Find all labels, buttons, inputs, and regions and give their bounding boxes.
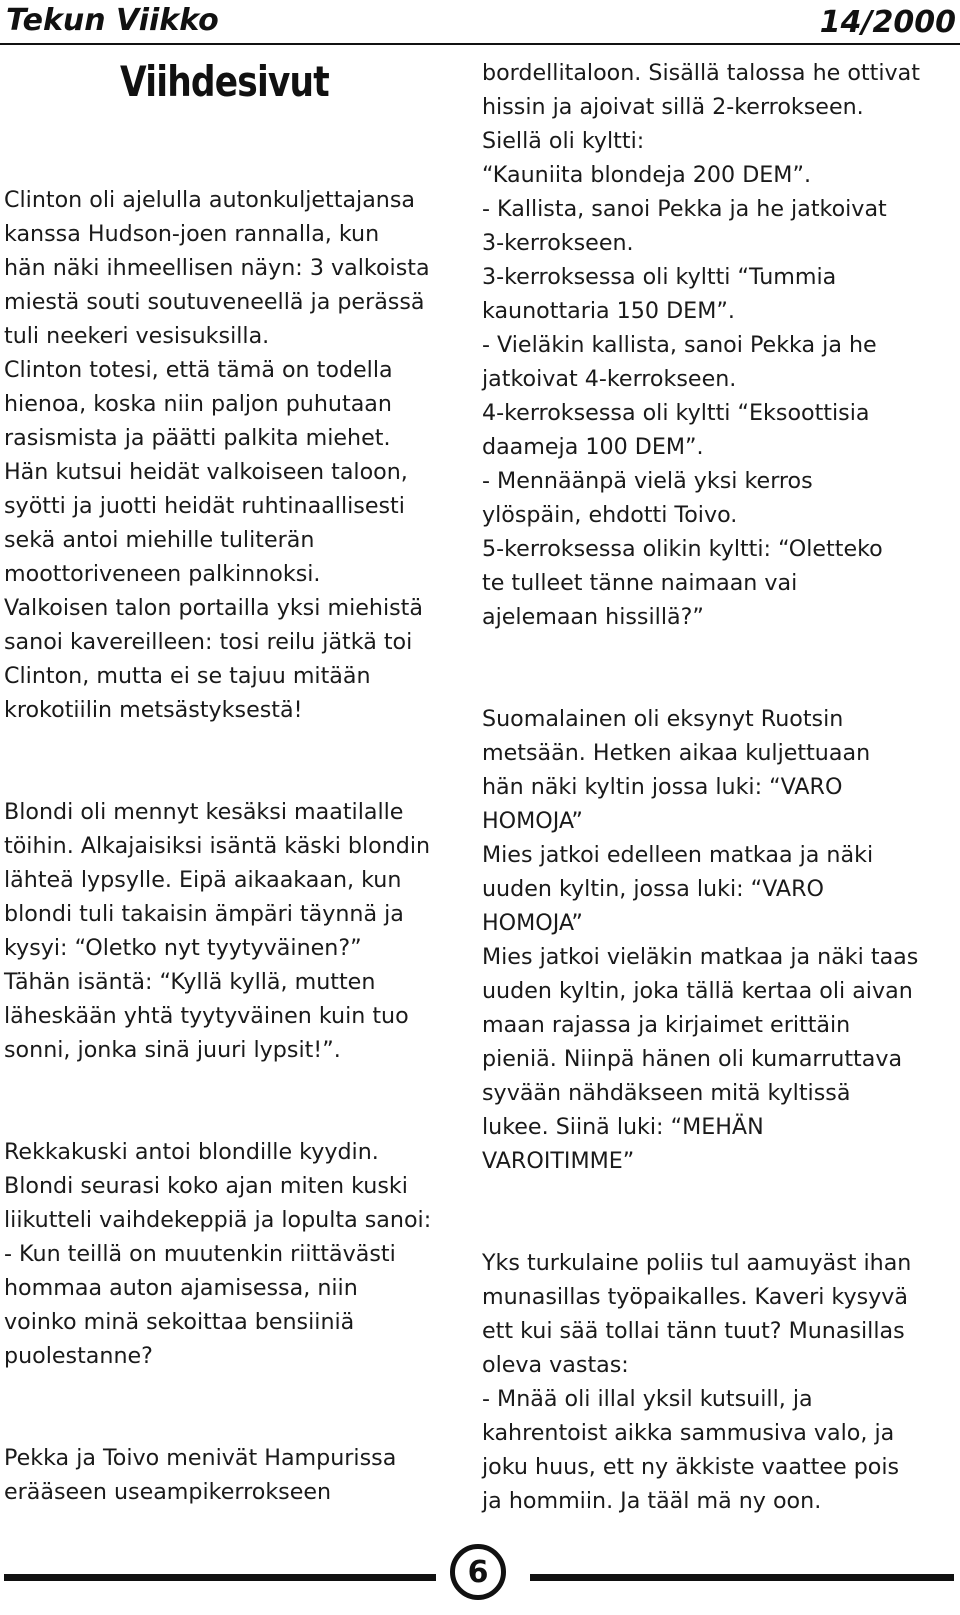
text-line: - Kallista, sanoi Pekka ja he jatkoivat <box>482 196 887 222</box>
page-header <box>0 0 960 46</box>
text-line: hienoa, koska niin paljon puhutaan <box>4 391 392 417</box>
text-line: puolestanne? <box>4 1343 153 1369</box>
right-column <box>482 56 952 1518</box>
text-line: krokotiilin metsästyksestä! <box>4 697 303 723</box>
text-line: munasillas työpaikalles. Kaveri kysyvä <box>482 1284 909 1310</box>
text-line: Clinton oli ajelulla autonkuljettajansa <box>4 187 416 213</box>
story-blondi-maatila <box>4 795 452 1067</box>
text-line: “Kauniita blondeja 200 DEM”. <box>482 162 811 188</box>
text-line: hissin ja ajoivat sillä 2-kerrokseen. <box>482 94 864 120</box>
text-line: 5-kerroksessa olikin kyltti: “Oletteko <box>482 536 883 562</box>
story-suomalainen <box>482 702 952 1178</box>
footer-rule-left <box>4 1574 436 1581</box>
text-line: läheskään yhtä tyytyväinen kuin tuo <box>4 1003 409 1029</box>
text-line: kanssa Hudson-joen rannalla, kun <box>4 221 380 247</box>
masthead: Tekun Viikko <box>6 3 219 38</box>
text-line: 3-kerrokseen. <box>482 230 634 256</box>
footer-rule-right <box>530 1574 954 1581</box>
text-line: HOMOJA” <box>482 808 583 834</box>
text-line: VAROITIMME” <box>482 1148 635 1174</box>
text-line: kaunottaria 150 DEM”. <box>482 298 735 324</box>
text-line: liikutteli vaihdekeppiä ja lopulta sanoi: <box>4 1207 432 1233</box>
story-pekka-toivo-cont <box>482 56 952 634</box>
story-pekka-toivo-start <box>4 1441 452 1509</box>
story-turkulainen <box>482 1246 952 1518</box>
text-line: Hän kutsui heidät valkoiseen taloon, <box>4 459 408 485</box>
text-line: ett kui sää tollai tänn tuut? Munasillas <box>482 1318 905 1344</box>
page-footer <box>0 1540 960 1615</box>
page-number: 6 <box>450 1544 506 1600</box>
text-line: Yks turkulaine poliis tul aamuyäst ihan <box>482 1250 912 1276</box>
text-line: Pekka ja Toivo menivät Hampurissa <box>4 1445 397 1471</box>
text-line: bordellitaloon. Sisällä talossa he ottivat <box>482 60 920 86</box>
text-line: Mies jatkoi vieläkin matkaa ja näki taas <box>482 944 919 970</box>
text-line: syötti ja juotti heidät ruhtinaallisesti <box>4 493 405 519</box>
text-line: hän näki ihmeellisen näyn: 3 valkoista <box>4 255 430 281</box>
text-line: rasismista ja päätti palkita miehet. <box>4 425 391 451</box>
text-line: töihin. Alkajaisiksi isäntä käski blondin <box>4 833 431 859</box>
text-line: erääseen useampikerrokseen <box>4 1479 332 1505</box>
text-line: pieniä. Niinpä hänen oli kumarruttava <box>482 1046 903 1072</box>
text-line: 3-kerroksessa oli kyltti “Tummia <box>482 264 837 290</box>
text-line: sanoi kavereilleen: tosi reilu jätkä toi <box>4 629 413 655</box>
text-line: joku huus, ett ny äkkiste vaattee pois <box>482 1454 900 1480</box>
text-line: syvään nähdäkseen mitä kyltissä <box>482 1080 851 1106</box>
text-line: moottoriveneen palkinnoksi. <box>4 561 321 587</box>
text-line: Valkoisen talon portailla yksi miehistä <box>4 595 423 621</box>
text-line: Clinton, mutta ei se tajuu mitään <box>4 663 371 689</box>
text-line: voinko minä sekoittaa bensiiniä <box>4 1309 355 1335</box>
text-line: ylöspäin, ehdotti Toivo. <box>482 502 738 528</box>
text-line: Blondi oli mennyt kesäksi maatilalle <box>4 799 404 825</box>
text-line: ajelemaan hissillä?” <box>482 604 704 630</box>
text-line: Blondi seurasi koko ajan miten kuski <box>4 1173 408 1199</box>
text-line: - Kun teillä on muutenkin riittävästi <box>4 1241 396 1267</box>
text-line: - Mnää oli illal yksil kutsuill, ja <box>482 1386 813 1412</box>
text-line: oleva vastas: <box>482 1352 629 1378</box>
text-line: blondi tuli takaisin ämpäri täynnä ja <box>4 901 404 927</box>
text-line: jatkoivat 4-kerrokseen. <box>482 366 737 392</box>
header-rule <box>0 43 960 45</box>
text-line: uuden kyltin, joka tällä kertaa oli aivan <box>482 978 913 1004</box>
text-line: Clinton totesi, että tämä on todella <box>4 357 393 383</box>
text-line: ja hommiin. Ja tääl mä ny oon. <box>482 1488 822 1514</box>
text-line: Tähän isäntä: “Kyllä kyllä, mutten <box>4 969 376 995</box>
text-line: kahrentoist aikka sammusiva valo, ja <box>482 1420 895 1446</box>
text-line: Siellä oli kyltti: <box>482 128 645 154</box>
text-line: metsään. Hetken aikaa kuljettuaan <box>482 740 871 766</box>
section-title: Viihdesivut <box>120 57 329 106</box>
story-rekkakuski <box>4 1135 452 1373</box>
issue-number: 14/2000 <box>819 5 956 40</box>
text-line: tuli neekeri vesisuksilla. <box>4 323 270 349</box>
text-line: lukee. Siinä luki: “MEHÄN <box>482 1114 764 1140</box>
text-line: sekä antoi miehille tuliterän <box>4 527 315 553</box>
text-line: kysyi: “Oletko nyt tyytyväinen?” <box>4 935 362 961</box>
text-line: lähteä lypsylle. Eipä aikaakaan, kun <box>4 867 402 893</box>
text-line: - Mennäänpä vielä yksi kerros <box>482 468 813 494</box>
text-line: Rekkakuski antoi blondille kyydin. <box>4 1139 379 1165</box>
text-line: daameja 100 DEM”. <box>482 434 704 460</box>
text-line: Mies jatkoi edelleen matkaa ja näki <box>482 842 874 868</box>
text-line: maan rajassa ja kirjaimet erittäin <box>482 1012 851 1038</box>
text-line: HOMOJA” <box>482 910 583 936</box>
text-line: hän näki kyltin jossa luki: “VARO <box>482 774 843 800</box>
text-line: hommaa auton ajamisessa, niin <box>4 1275 358 1301</box>
story-clinton <box>4 183 452 727</box>
text-line: - Vieläkin kallista, sanoi Pekka ja he <box>482 332 877 358</box>
text-line: te tulleet tänne naimaan vai <box>482 570 798 596</box>
left-column <box>4 183 452 1509</box>
text-line: uuden kyltin, jossa luki: “VARO <box>482 876 824 902</box>
text-line: sonni, jonka sinä juuri lypsit!”. <box>4 1037 341 1063</box>
text-line: miestä souti soutuveneellä ja perässä <box>4 289 425 315</box>
text-line: Suomalainen oli eksynyt Ruotsin <box>482 706 844 732</box>
text-line: 4-kerroksessa oli kyltti “Eksoottisia <box>482 400 870 426</box>
